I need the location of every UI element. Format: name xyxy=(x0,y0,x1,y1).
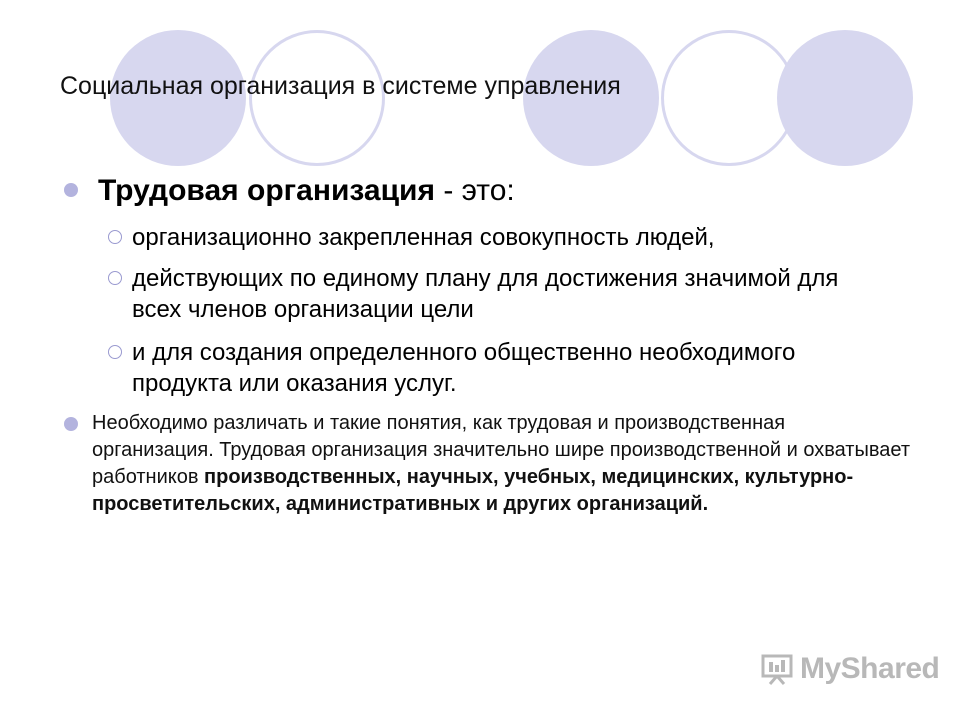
decor-circle-filled xyxy=(777,30,913,166)
main-bullet-term: Трудовая организация xyxy=(98,174,435,207)
sub-bullet: организационно закрепленная совокупность людей, xyxy=(132,224,715,251)
presentation-board-icon xyxy=(760,652,794,686)
sub-bullet: действующих по единому плану для достижения значимой для всех членов организации цели xyxy=(132,265,839,323)
main-bullet-suffix: - это: xyxy=(434,174,515,207)
slide-title: Социальная организация в системе управления xyxy=(60,72,621,100)
bullet-dot-icon xyxy=(64,183,78,197)
ring-bullet-icon xyxy=(108,345,122,359)
main-bullet xyxy=(98,174,515,208)
bullet-dot-icon xyxy=(64,417,78,431)
ring-bullet-icon xyxy=(108,271,122,285)
paragraph xyxy=(92,410,912,518)
paragraph-bold: производственных, научных, учебных, медицинских, культурно-просветительских, административных и других организаций. xyxy=(92,466,854,515)
watermark-logo xyxy=(760,652,939,686)
ring-bullet-icon xyxy=(108,230,122,244)
paragraph-normal: Необходимо различать и такие понятия, как трудовая и производственная организация. Трудовая организация значительно шире производственной и охватывает работников xyxy=(92,412,910,488)
sub-bullet: и для создания определенного общественно необходимого продукта или оказания услуг. xyxy=(132,339,796,397)
watermark-text: MyShared xyxy=(800,652,940,685)
